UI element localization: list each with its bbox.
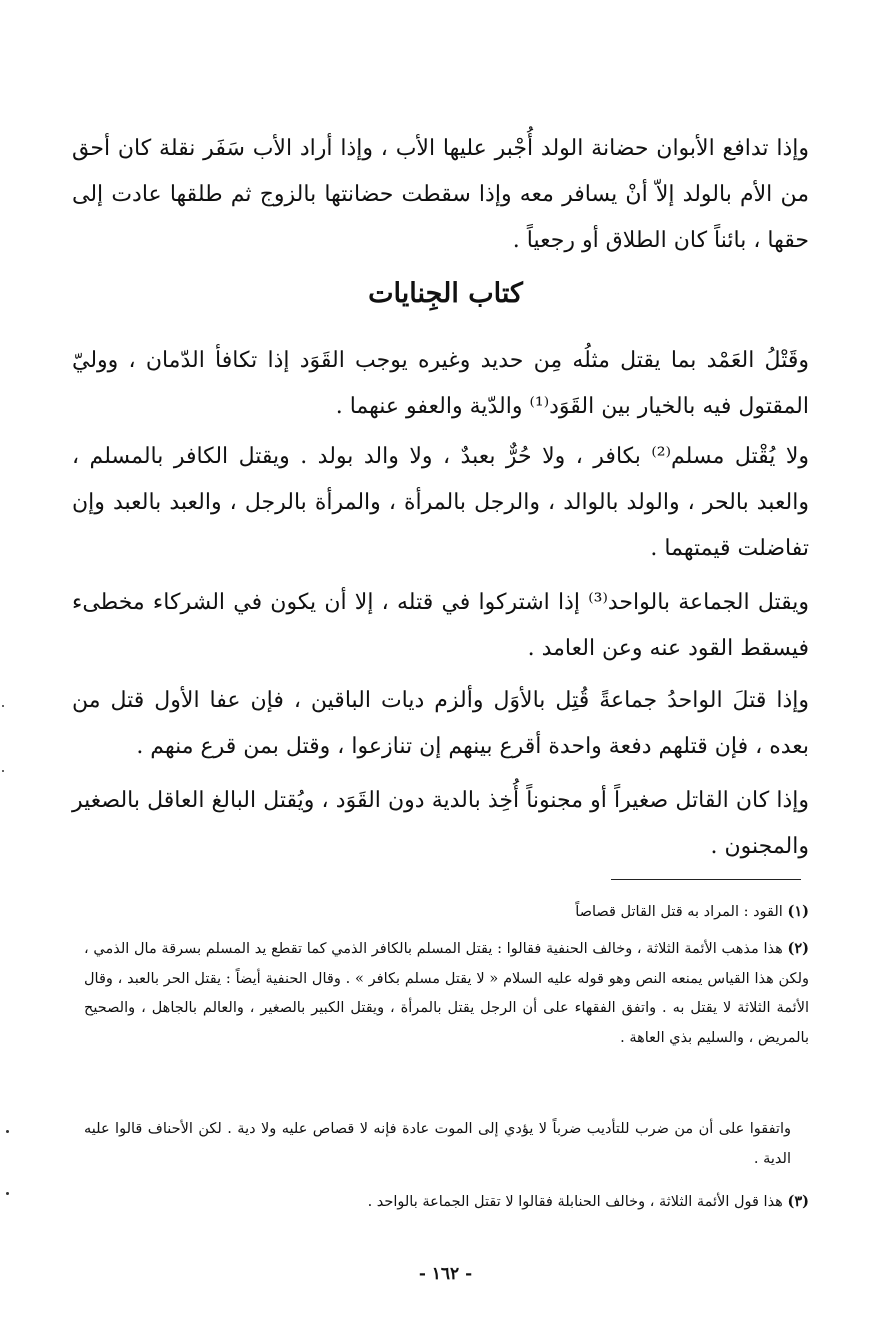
footnote-3: [84, 1187, 809, 1218]
margin-dot: [2, 770, 4, 772]
footnote-separator: [611, 879, 801, 880]
footnote-1: [84, 897, 809, 928]
margin-dot: [6, 1130, 9, 1133]
chapter-heading: كتاب الجِنايات: [368, 278, 523, 309]
footnote-3-number: (٣): [787, 1193, 809, 1210]
footnote-3-text: هذا قول الأئمة الثلاثة ، وخالف الحنابلة فقالوا لا تقتل الجماعة بالواحد .: [367, 1194, 783, 1210]
margin-dot: [2, 705, 4, 707]
paragraph-group-killing: ويقتل الجماعة بالواحد⁽³⁾ إذا اشتركوا في قتله ، إلا أن يكون في الشركاء مخطىء فيسقط القود عنه وعن العامد .: [72, 590, 809, 661]
footnote-2-text: هذا مذهب الأئمة الثلاثة ، وخالف الحنفية فقالوا : يقتل المسلم بالكافر الذمي كما تقطع يد المسلم بسرقة مال الذمي ، ولكن هذا القياس يمنعه النص وهو قوله عليه السلام « لا يقتل مسلم بكافر » . وقال الحنفية أيضاً : يقتل الحر بالعبد ، وقال الأئمة الثلاثة لا يقتل به . واتفق الفقهاء على أن الرجل يقتل بالمرأة ، ويقتل الكبير بالصغير ، والعالم بالجاهل ، والصحيح بالمريض ، والسليم بذي العاهة .: [84, 941, 809, 1046]
paragraph-intentional-killing: وقَتْلُ العَمْد بما يقتل مثلُه مِن حديد وغيره يوجب القَوَد إذا تكافأ الدّمان ، ووليّ المقتول فيه بالخيار بين القَوَد⁽¹⁾ والدّية والعفو عنهما .: [72, 348, 809, 419]
paragraph-muslim-disbeliever: ولا يُقْتل مسلم⁽²⁾ بكافر ، ولا حُرٌّ بعبدٌ ، ولا والد بولد . ويقتل الكافر بالمسلم ، والعبد بالحر ، والولد بالوالد ، والرجل بالمرأة ، والمرأة بالرجل ، والعبد بالعبد وإن تفاضلت قيمتهما .: [72, 444, 810, 561]
margin-dot: [6, 1192, 9, 1195]
paragraph-custody: وإذا تدافع الأبوان حضانة الولد أُجْبر عليها الأب ، وإذا أراد الأب سَفَر نقلة كان أحق من الأم بالولد إلاّ أنْ يسافر معه وإذا سقطت حضانتها بالزوج ثم طلقها عادت إلى حقها ، بائناً كان الطلاق أو رجعياً .: [72, 136, 809, 253]
footnote-2-number: (٢): [787, 940, 810, 957]
footnote-1-text: القود : المراد به قتل القاتل قصاصاً: [575, 904, 783, 920]
footnote-1-number: (١): [787, 903, 809, 920]
paragraph-one-kills-group: وإذا قتلَ الواحدُ جماعةً قُتِل بالأوَل وألزم ديات الباقين ، فإن عفا الأول قتل من بعده ، فإن قتلهم دفعة واحدة أقرع بينهم إن تنازعوا ، وقتل بمن قرع منهم .: [72, 688, 809, 759]
paragraph-minor-insane: وإذا كان القاتل صغيراً أو مجنوناً أُخِذ بالدية دون القَوَد ، ويُقتل البالغ العاقل بالصغير والمجنون .: [72, 788, 809, 859]
footnote-2-continuation: واتفقوا على أن من ضرب للتأديب ضرباً لا يؤدي إلى الموت عادة فإنه لا قصاص عليه ولا دية . لكن الأحناف قالوا عليه الدية .: [84, 1121, 791, 1167]
page-number: - ١٦٢ -: [418, 1264, 473, 1284]
footnote-2: [84, 934, 809, 1053]
